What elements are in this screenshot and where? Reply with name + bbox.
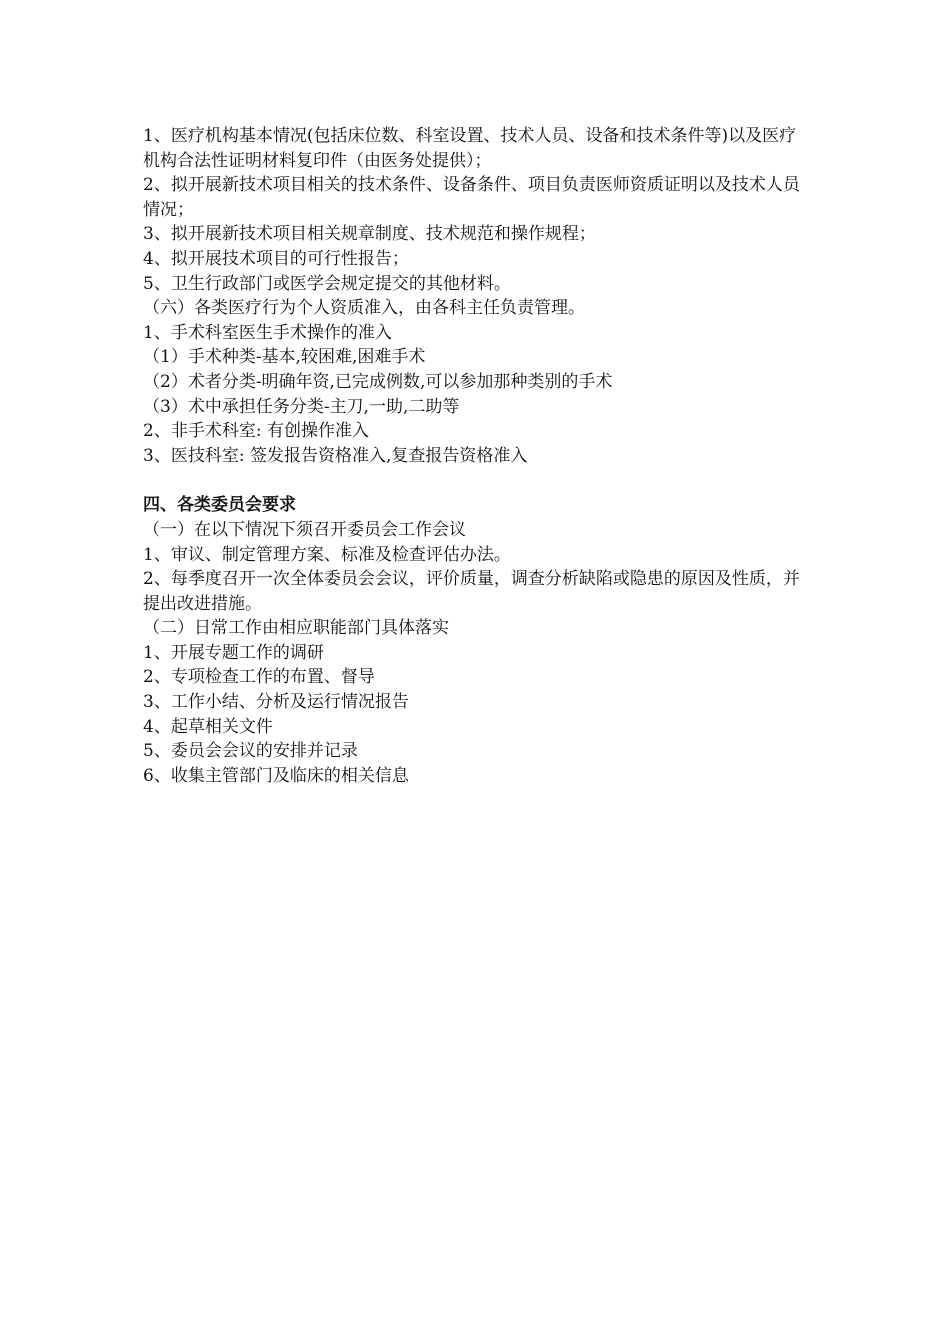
list-item: （3）术中承担任务分类-主刀,一助,二助等 (143, 396, 460, 417)
list-item: 5、委员会会议的安排并记录 (143, 741, 358, 762)
list-item: （1）手术种类-基本,较困难,困难手术 (143, 347, 426, 368)
subsection-heading: （二）日常工作由相应职能部门具体落实 (143, 618, 449, 639)
list-item: 2、专项检查工作的布置、督导 (143, 667, 375, 688)
subsection-heading: （六）各类医疗行为个人资质准入，由各科主任负责管理。 (143, 298, 585, 319)
list-item: 2、拟开展新技术项目相关的技术条件、设备条件、项目负责医师资质证明以及技术人员情况； (143, 175, 800, 220)
list-item: 4、起草相关文件 (143, 716, 273, 737)
list-item: 3、医技科室: 签发报告资格准入,复查报告资格准入 (143, 445, 528, 466)
list-item: （2）术者分类-明确年资,已完成例数,可以参加那种类别的手术 (143, 371, 613, 392)
document-body (143, 124, 813, 788)
list-item: 1、手术科室医生手术操作的准入 (143, 322, 392, 343)
list-item: 5、卫生行政部门或医学会规定提交的其他材料。 (143, 273, 511, 294)
list-item: 6、收集主管部门及临床的相关信息 (143, 765, 409, 786)
list-item: 1、医疗机构基本情况(包括床位数、科室设置、技术人员、设备和技术条件等)以及医疗机构合法性证明材料复印件（由医务处提供）； (143, 126, 797, 171)
list-item: 2、每季度召开一次全体委员会会议，评价质量，调查分析缺陷或隐患的原因及性质，并提出改进措施。 (143, 569, 800, 614)
subsection-heading: （一）在以下情况下须召开委员会工作会议 (143, 519, 466, 540)
list-item: 1、审议、制定管理方案、标准及检查评估办法。 (143, 544, 511, 565)
section-spacer (143, 468, 813, 493)
list-item: 3、工作小结、分析及运行情况报告 (143, 692, 409, 713)
list-item: 4、拟开展技术项目的可行性报告； (143, 248, 409, 269)
list-item: 3、拟开展新技术项目相关规章制度、技术规范和操作规程； (143, 224, 596, 245)
section-heading: 四、各类委员会要求 (143, 495, 296, 516)
list-item: 1、开展专题工作的调研 (143, 642, 324, 663)
list-item: 2、非手术科室: 有创操作准入 (143, 421, 369, 442)
